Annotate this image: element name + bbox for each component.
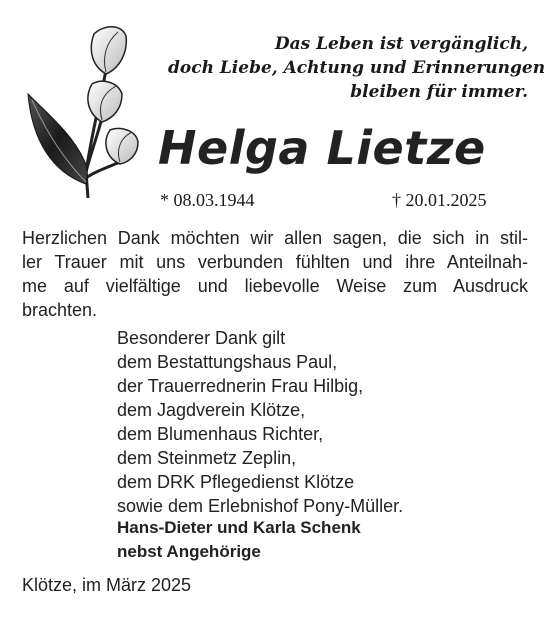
special-thanks-list: [117, 326, 403, 518]
thanks-line: dem DRK Pflegedienst Klötze: [117, 472, 355, 492]
quote-line: doch Liebe, Achtung und Erinnerungen: [168, 58, 546, 78]
thanks-line: dem Jagdverein Klötze,: [117, 400, 306, 420]
message-line: ler Trauer mit uns verbunden fühlten und ihre Anteilnah-: [22, 252, 528, 272]
thanks-line: dem Blumenhaus Richter,: [117, 424, 324, 444]
signers: [117, 516, 361, 564]
memorial-quote: [168, 32, 546, 104]
signer-line: nebst Angehörige: [117, 542, 261, 561]
thanks-line: sowie dem Erlebnishof Pony-Müller.: [117, 496, 404, 516]
message-line: me auf vielfältige und liebevolle Weise zum Ausdruck: [22, 276, 528, 296]
message-line: Herzlichen Dank möchten wir allen sagen, die sich in stil-: [22, 228, 528, 248]
place-and-date: Klötze, im März 2025: [22, 575, 192, 595]
birth-date: * 08.03.1944: [160, 190, 255, 210]
deceased-name: Helga Lietze: [158, 121, 486, 175]
thanks-line: Besonderer Dank gilt: [117, 328, 286, 348]
thank-you-message: [22, 226, 528, 322]
thanks-line: dem Bestattungshaus Paul,: [117, 352, 338, 372]
signer-line: Hans-Dieter und Karla Schenk: [117, 518, 361, 537]
thanks-line: dem Steinmetz Zeplin,: [117, 448, 297, 468]
calla-lily-icon: [22, 22, 142, 200]
message-line: brachten.: [22, 300, 98, 320]
thanks-line: der Trauerrednerin Frau Hilbig,: [117, 376, 364, 396]
quote-line: bleiben für immer.: [350, 82, 528, 102]
quote-line: Das Leben ist vergänglich,: [274, 34, 528, 54]
death-date: † 20.01.2025: [392, 190, 487, 210]
